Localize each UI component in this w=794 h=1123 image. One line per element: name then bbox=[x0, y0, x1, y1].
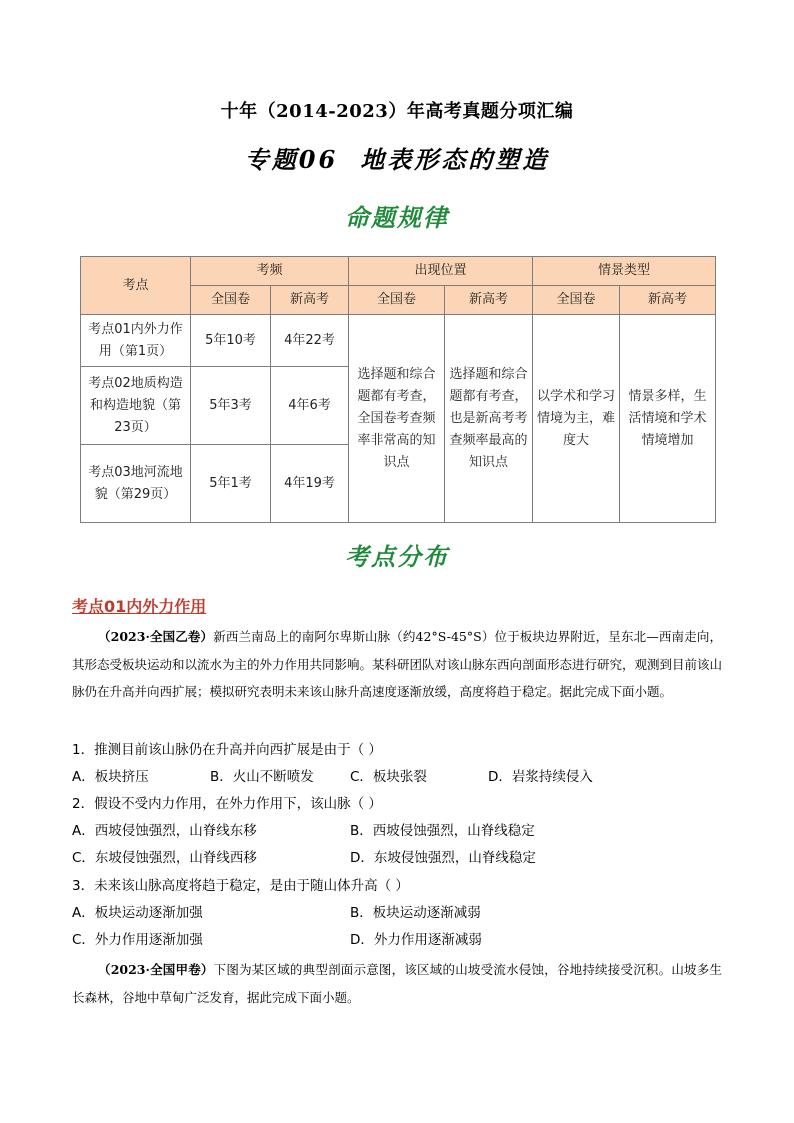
header-frequency: 考频 bbox=[191, 257, 349, 286]
question-2: 2．假设不受内力作用，在外力作用下，该山脉（ ） bbox=[72, 796, 382, 812]
option-b[interactable]: B．板块运动逐渐减弱 bbox=[350, 905, 481, 921]
topic-cell: 考点03地河流地貌（第29页） bbox=[81, 445, 191, 523]
frequency-national-cell: 5年10考 bbox=[191, 315, 271, 367]
frequency-national-cell: 5年3考 bbox=[191, 367, 271, 445]
passage-2 bbox=[72, 956, 722, 1011]
passage-text: 新西兰南岛上的南阿尔卑斯山脉（约42°S-45°S）位于板块边界附近，呈东北—西南走向，其形态受板块运动和以流水为主的外力作用共同影响。某科研团队对该山脉东西向剖面形态进行研究，观测到目前该山脉仍在升高并向西扩展；模拟研究表明未来该山脉升高速度逐渐放缓，高度将趋于稳定。据此完成下面小题。 bbox=[72, 629, 723, 699]
exam-pattern-table bbox=[80, 256, 716, 523]
question-1: 1．推测目前该山脉仍在升高并向西扩展是由于（ ） bbox=[72, 742, 382, 758]
passage-source: （2023·全国乙卷） bbox=[98, 629, 214, 644]
topic-name: 地表形态的塑造 bbox=[360, 145, 550, 174]
passage-source: （2023·全国甲卷） bbox=[98, 962, 214, 977]
header-scene: 情景类型 bbox=[533, 257, 716, 286]
option-c[interactable]: C．板块张裂 bbox=[350, 769, 427, 785]
subheader-new-gaokao: 新高考 bbox=[445, 286, 533, 315]
topic-cell: 考点01内外力作用（第1页） bbox=[81, 315, 191, 367]
subheader-national: 全国卷 bbox=[191, 286, 271, 315]
subheader-national: 全国卷 bbox=[349, 286, 445, 315]
position-national-cell: 选择题和综合题都有考查，全国卷考查频率非常高的知识点 bbox=[349, 315, 445, 523]
position-new-cell: 选择题和综合题都有考查，也是新高考考查频率最高的知识点 bbox=[445, 315, 533, 523]
subheader-new-gaokao: 新高考 bbox=[620, 286, 716, 315]
passage-1 bbox=[72, 623, 722, 706]
passage-text: 下图为某区域的典型剖面示意图，该区域的山坡受流水侵蚀，谷地持续接受沉积。山坡多生长森林，谷地中草甸广泛发育，据此完成下面小题。 bbox=[72, 962, 722, 1005]
document-title: 十年（2014-2023）年高考真题分项汇编 bbox=[220, 101, 574, 122]
section-heading-rules: 命题规律 bbox=[345, 203, 449, 232]
topic-code: 专题06 bbox=[244, 145, 339, 174]
section-heading-distribution: 考点分布 bbox=[345, 542, 449, 571]
scene-new-cell: 情景多样，生活情境和学术情境增加 bbox=[620, 315, 716, 523]
option-d[interactable]: D．外力作用逐渐减弱 bbox=[350, 932, 482, 948]
option-b[interactable]: B．西坡侵蚀强烈，山脊线稳定 bbox=[350, 823, 535, 839]
subheader-new-gaokao: 新高考 bbox=[271, 286, 349, 315]
question-3: 3．未来该山脉高度将趋于稳定，是由于随山体升高（ ） bbox=[72, 878, 409, 894]
option-a[interactable]: A．板块挤压 bbox=[72, 769, 149, 785]
option-c[interactable]: C．东坡侵蚀强烈，山脊线西移 bbox=[72, 850, 257, 866]
topic-cell: 考点02地质构造和构造地貌（第23页） bbox=[81, 367, 191, 445]
option-c[interactable]: C．外力作用逐渐加强 bbox=[72, 932, 203, 948]
frequency-new-cell: 4年19考 bbox=[271, 445, 349, 523]
scene-national-cell: 以学术和学习情境为主，难度大 bbox=[533, 315, 620, 523]
exam-point-heading: 考点01内外力作用 bbox=[72, 597, 207, 616]
option-a[interactable]: A．西坡侵蚀强烈，山脊线东移 bbox=[72, 823, 257, 839]
frequency-national-cell: 5年1考 bbox=[191, 445, 271, 523]
option-d[interactable]: D．东坡侵蚀强烈，山脊线稳定 bbox=[350, 850, 536, 866]
option-a[interactable]: A．板块运动逐渐加强 bbox=[72, 905, 203, 921]
table-row bbox=[81, 315, 716, 367]
frequency-new-cell: 4年6考 bbox=[271, 367, 349, 445]
frequency-new-cell: 4年22考 bbox=[271, 315, 349, 367]
topic-title bbox=[0, 140, 794, 175]
subheader-national: 全国卷 bbox=[533, 286, 620, 315]
header-kaodian: 考点 bbox=[81, 257, 191, 315]
option-b[interactable]: B．火山不断喷发 bbox=[210, 769, 314, 785]
header-position: 出现位置 bbox=[349, 257, 533, 286]
option-d[interactable]: D．岩浆持续侵入 bbox=[488, 769, 593, 785]
